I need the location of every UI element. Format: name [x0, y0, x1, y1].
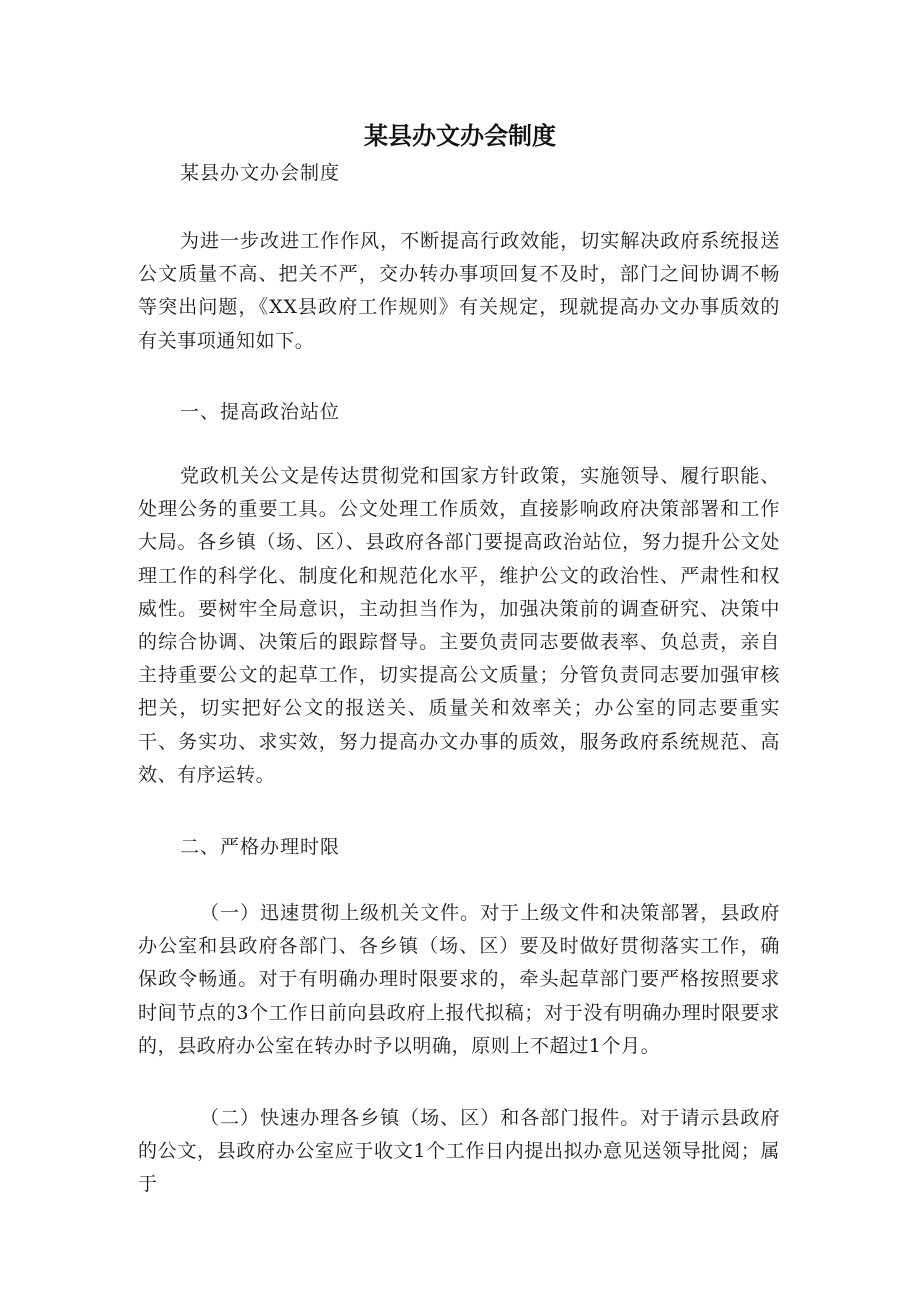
section-1-paragraph: 党政机关公文是传达贯彻党和国家方针政策，实施领导、履行职能、处理公务的重要工具。公文处理工作质效，直接影响政府决策部署和工作大局。各乡镇（场、区）、县政府各部门要提高政治站位，努力提升公文处理工作的科学化、制度化和规范化水平，维护公文的政治性、严肃性和权威性。要树牢全局意识，主动担当作为，加强决策前的调查研究、决策中的综合协调、决策后的跟踪督导。主要负责同志要做表率、负总责，亲自主持重要公文的起草工作，切实提高公文质量；分管负责同志要加强审核把关，切实把好公文的报送关、质量关和效率关；办公室的同志要重实干、务实功、求实效，努力提高办文办事的质效，服务政府系统规范、高效、有序运转。 — [138, 465, 780, 786]
document-title: 某县办文办会制度 — [364, 122, 556, 150]
section-heading-1: 一、提高政治站位 — [180, 401, 341, 423]
document-subtitle: 某县办文办会制度 — [180, 162, 341, 184]
section-heading-2: 二、严格办理时限 — [180, 836, 341, 858]
section-2-item-2: （二）快速办理各乡镇（场、区）和各部门报件。对于请示县政府的公文，县政府办公室应于收文1个工作日内提出拟办意见送领导批阅；属于 — [138, 1107, 780, 1196]
section-2-item-1: （一）迅速贯彻上级机关文件。对于上级文件和决策部署，县政府办公室和县政府各部门、各乡镇（场、区）要及时做好贯彻落实工作，确保政令畅通。对于有明确办理时限要求的，牵头起草部门要严格按照要求时间节点的3个工作日前向县政府上报代拟稿；对于没有明确办理时限要求的，县政府办公室在转办时予以明确，原则上不超过1个月。 — [138, 902, 780, 1057]
intro-paragraph: 为进一步改进工作作风，不断提高行政效能，切实解决政府系统报送公文质量不高、把关不严，交办转办事项回复不及时，部门之间协调不畅等突出问题，《XX县政府工作规则》有关规定，现就提高办文办事质效的有关事项通知如下。 — [138, 230, 780, 352]
